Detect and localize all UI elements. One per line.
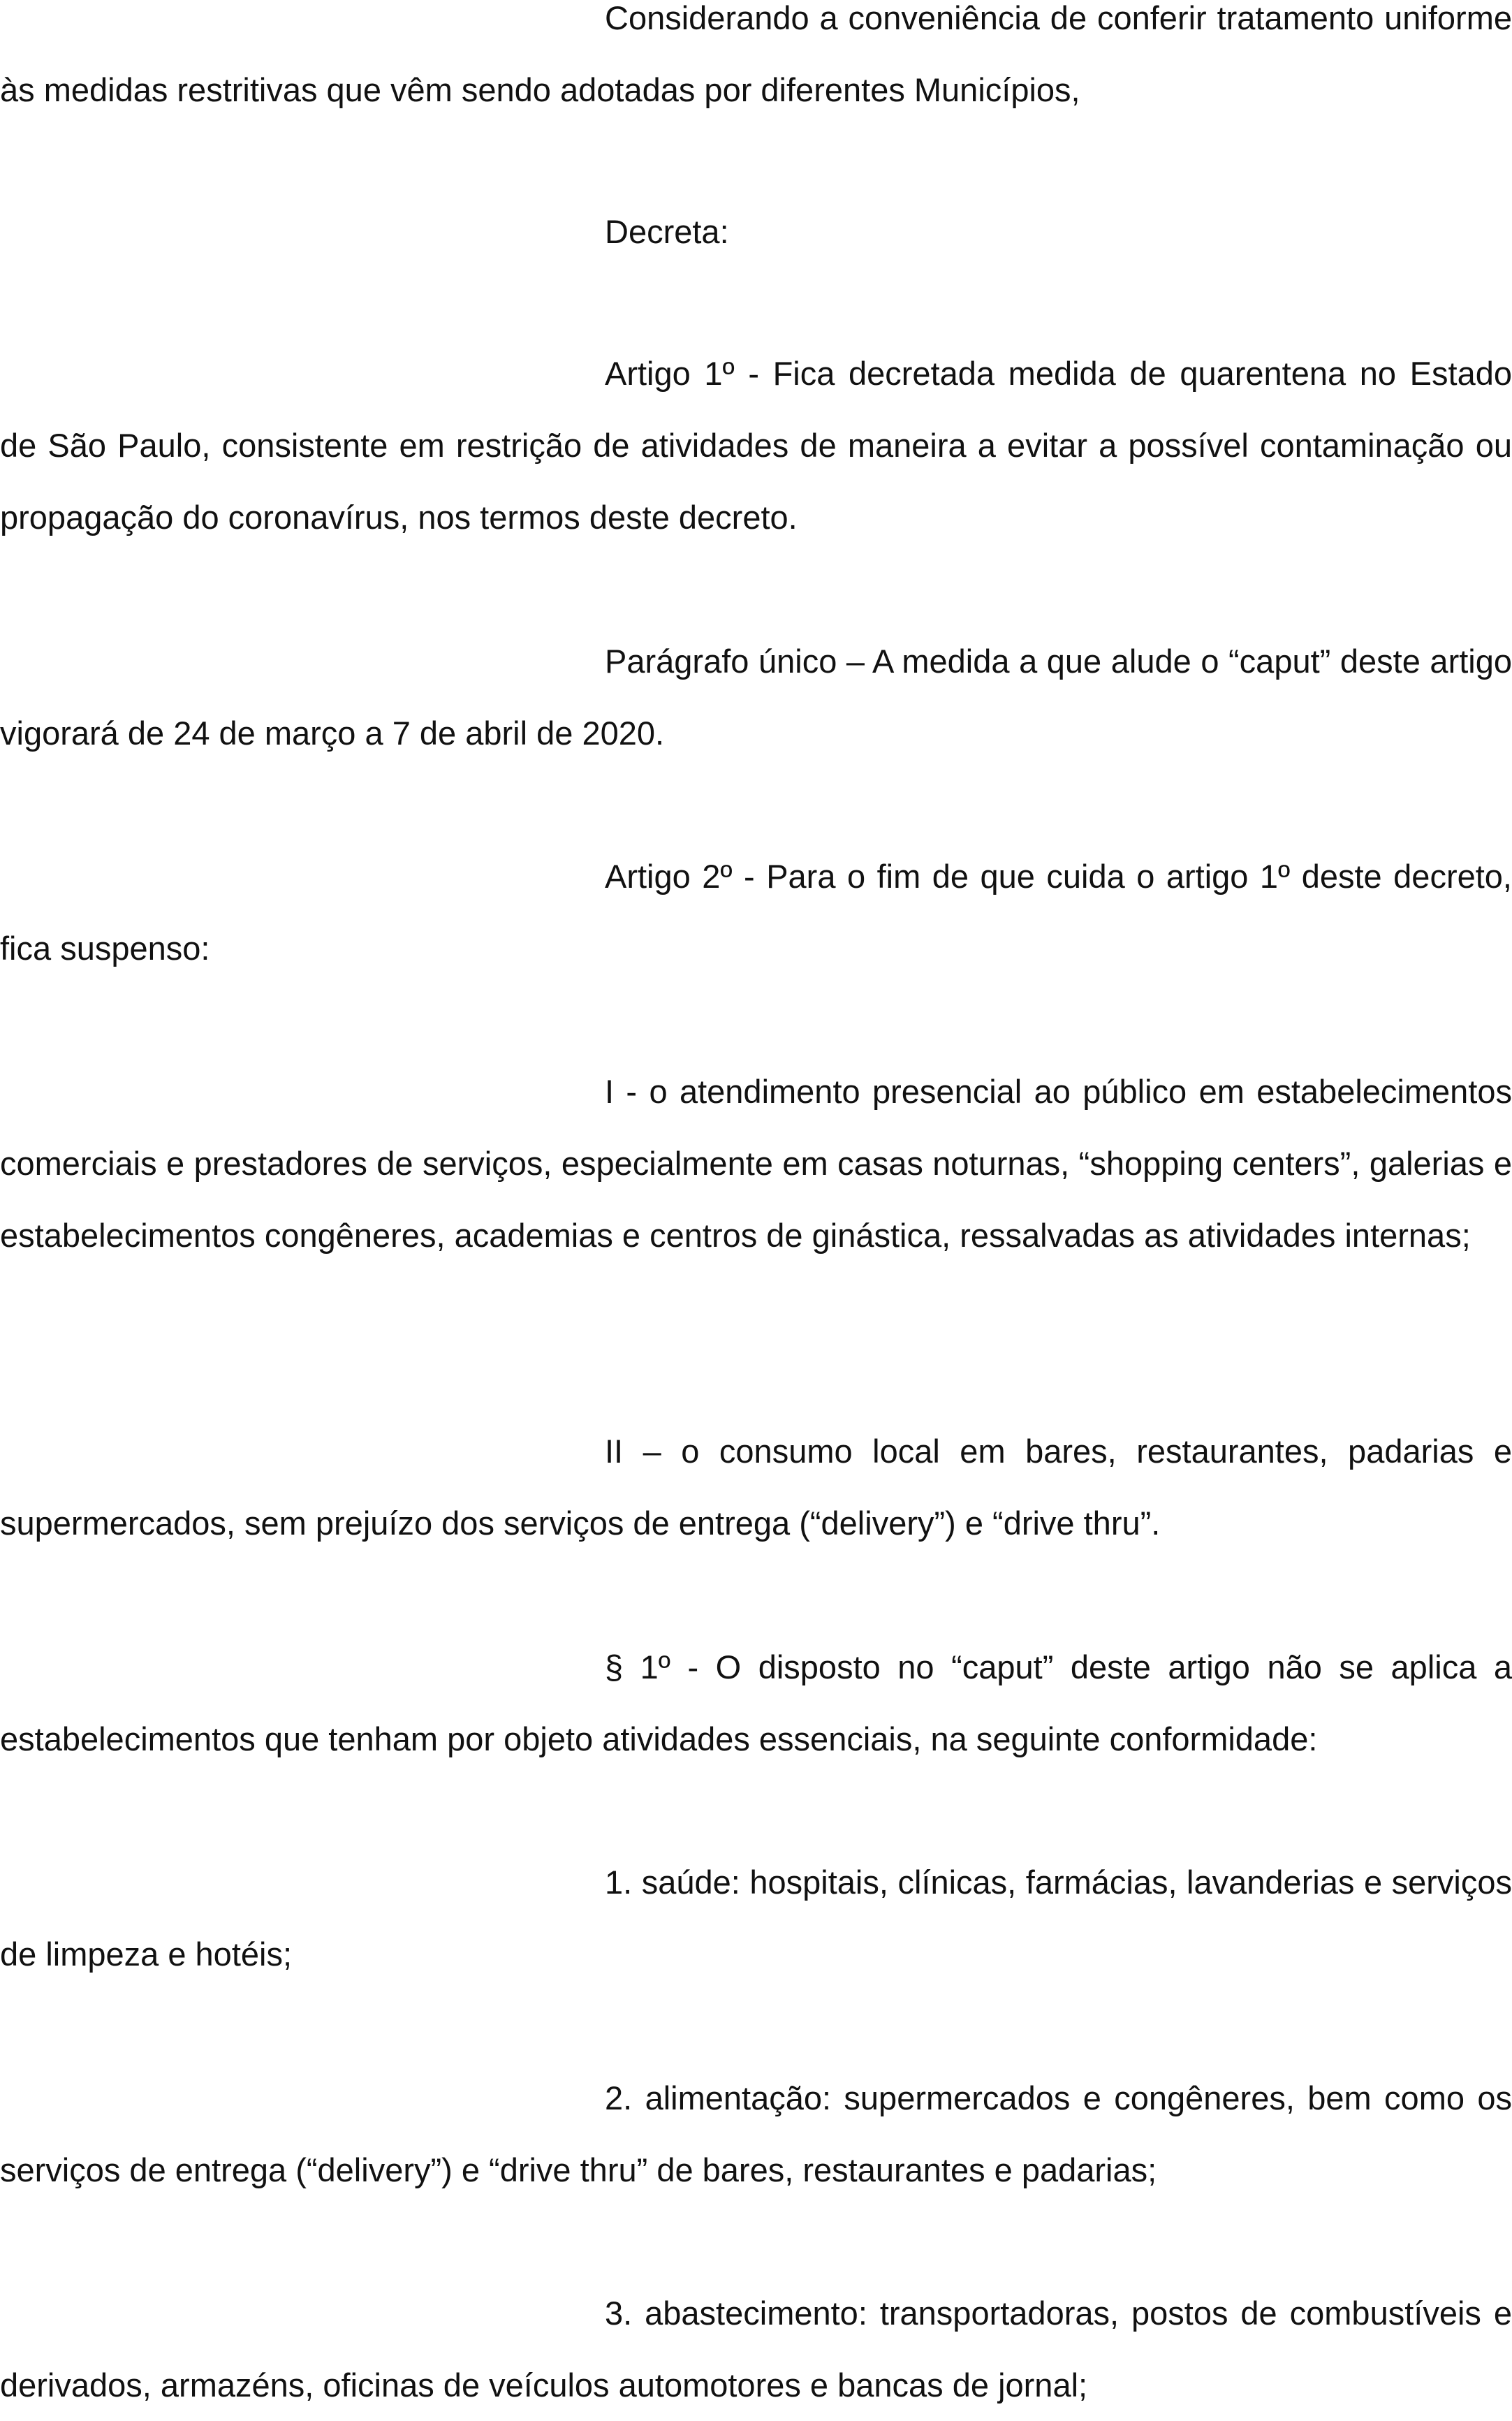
paragraph-inciso-2: II – o consumo local em bares, restaurantes, padarias e supermercados, sem prejuízo dos serviços de entrega (“delivery”) e “drive thru”.: [0, 1433, 1512, 1542]
paragraph-inciso-1: I - o atendimento presencial ao público em estabelecimentos comerciais e prestadores de serviços, especialmente em casas noturnas, “shopping centers”, galerias e estabelecimentos congêneres, academias e centros de ginástica, ressalvadas as atividades internas;: [0, 1073, 1512, 1254]
list-item-alimentacao: 2. alimentação: supermercados e congêneres, bem como os serviços de entrega (“delivery”) e “drive thru” de bares, restaurantes e padarias;: [0, 2079, 1512, 2188]
list-item-saude: 1. saúde: hospitais, clínicas, farmácias, lavanderias e serviços de limpeza e hotéis;: [0, 1864, 1512, 1973]
paragraph-paragrafo-unico: Parágrafo único – A medida a que alude o “caput” deste artigo vigorará de 24 de março a 7 de abril de 2020.: [0, 643, 1512, 752]
paragraph-artigo-2: Artigo 2º - Para o fim de que cuida o artigo 1º deste decreto, fica suspenso:: [0, 858, 1512, 967]
paragraph-considerando: Considerando a conveniência de conferir tratamento uniforme às medidas restritivas que vêm sendo adotadas por diferentes Municípios,: [0, 0, 1512, 108]
paragraph-artigo-1: Artigo 1º - Fica decretada medida de quarentena no Estado de São Paulo, consistente em restrição de atividades de maneira a evitar a possível contaminação ou propagação do coronavírus, nos termos deste decreto.: [0, 355, 1512, 536]
list-item-abastecimento: 3. abastecimento: transportadoras, postos de combustíveis e derivados, armazéns, oficinas de veículos automotores e bancas de jornal;: [0, 2295, 1512, 2404]
paragraph-decreta: Decreta:: [605, 213, 729, 250]
paragraph-paragrafo-1: § 1º - O disposto no “caput” deste artigo não se aplica a estabelecimentos que tenham por objeto atividades essenciais, na seguinte conformidade:: [0, 1648, 1512, 1757]
